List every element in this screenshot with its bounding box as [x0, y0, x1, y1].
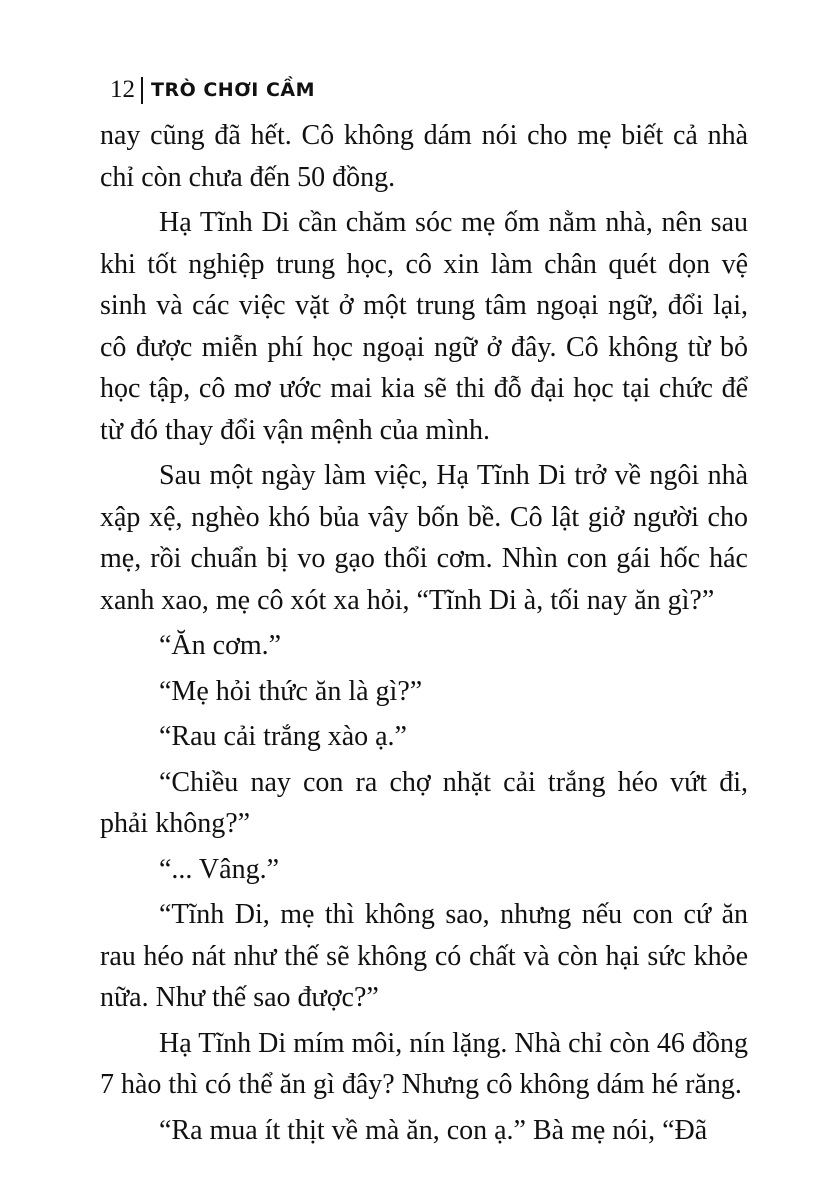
dialogue-line: “Mẹ hỏi thức ăn là gì?”	[159, 675, 423, 707]
paragraph: Hạ Tĩnh Di cần chăm sóc mẹ ốm nằm nhà, nên sau khi tốt nghiệp trung học, cô xin làm chân quét dọn vệ sinh và các việc vặt ở một trung tâm ngoại ngữ, đổi lại, cô được miễn phí học ngoại ngữ ở đây. Cô không từ bỏ học tập, cô mơ ước mai kia sẽ thi đỗ đại học tại chức để từ đó thay đổi vận mệnh của mình.	[100, 207, 748, 446]
dialogue-line: “... Vâng.”	[159, 853, 279, 885]
dialogue-line: “Chiều nay con ra chợ nhặt cải trắng héo vứt đi, phải không?”	[100, 766, 748, 839]
header-divider	[141, 77, 143, 104]
dialogue-line: “Ăn cơm.”	[159, 630, 282, 661]
page-number: 12	[110, 76, 135, 103]
book-title: TRÒ CHƠI CẦM	[151, 79, 316, 101]
dialogue-line: “Ra mua ít thịt về mà ăn, con ạ.” Bà mẹ nói, “Đã	[159, 1114, 708, 1146]
dialogue-line: “Rau cải trắng xào ạ.”	[159, 721, 407, 752]
paragraph: Sau một ngày làm việc, Hạ Tĩnh Di trở về ngôi nhà xập xệ, nghèo khó bủa vây bốn bề. Cô lật giở người cho mẹ, rồi chuẩn bị vo gạo thổi cơm. Nhìn con gái hốc hác xanh xao, mẹ cô xót xa hỏi, “Tĩnh Di à, tối nay ăn gì?”	[100, 460, 748, 616]
paragraph: Hạ Tĩnh Di mím môi, nín lặng. Nhà chỉ còn 46 đồng 7 hào thì có thể ăn gì đây? Nhưng cô không dám hé răng.	[100, 1027, 748, 1100]
body-text	[100, 115, 748, 1155]
paragraph-continued: nay cũng đã hết. Cô không dám nói cho mẹ biết cả nhà chỉ còn chưa đến 50 đồng.	[100, 120, 748, 193]
dialogue-line: “Tĩnh Di, mẹ thì không sao, nhưng nếu con cứ ăn rau héo nát như thế sẽ không có chất và còn hại sức khỏe nữa. Như thế sao được?”	[100, 899, 748, 1013]
running-head	[110, 72, 315, 108]
